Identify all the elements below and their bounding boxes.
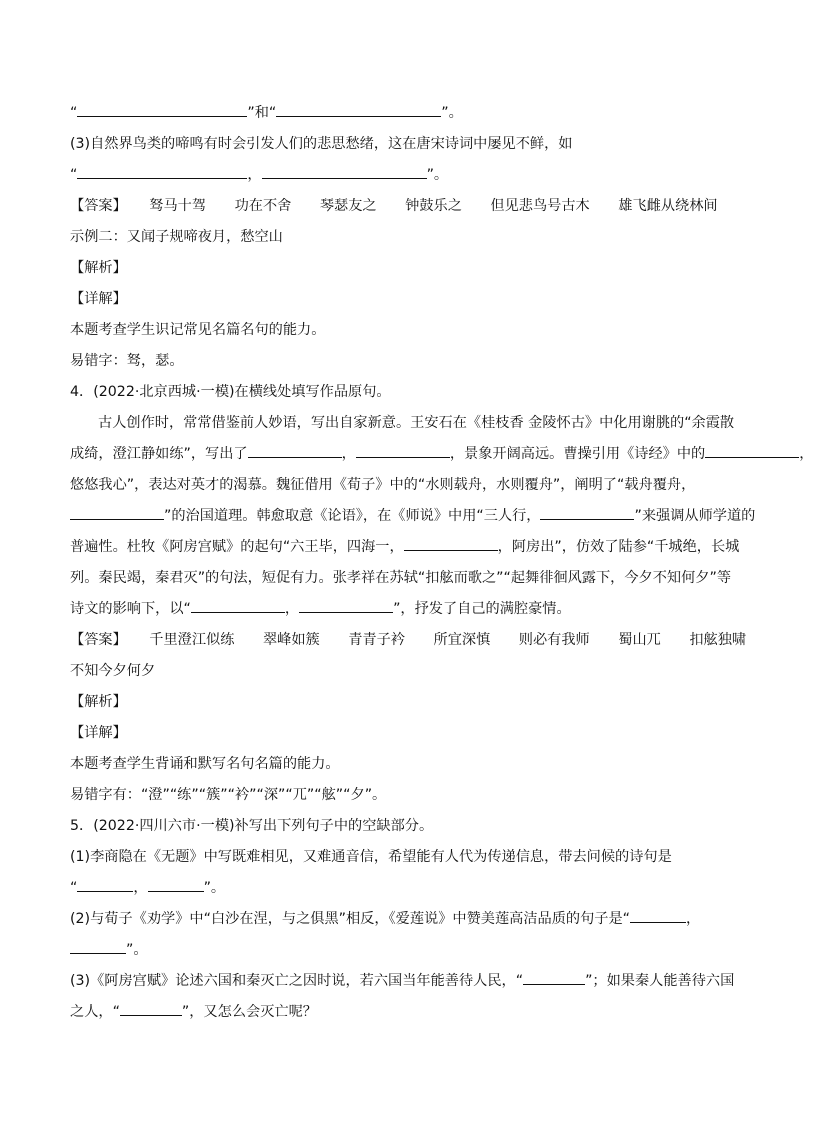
- quote-close: ”。: [441, 105, 463, 121]
- paragraph-line: [70, 439, 813, 470]
- error-chars: 易错字有：“澄”“练”“簇”“衿”“深”“兀”“舷”“夕”。: [70, 787, 387, 803]
- comma: ，: [686, 911, 701, 927]
- answer-label: 【答案】: [70, 198, 127, 214]
- answer-item: 蜀山兀: [618, 632, 661, 648]
- text: ，: [284, 601, 300, 617]
- fill-line: [70, 98, 730, 129]
- answer-row: [70, 625, 747, 656]
- comma: ，: [133, 880, 148, 896]
- text: 成绮，澄江静如练”，写出了: [70, 446, 248, 462]
- blank: [630, 907, 686, 923]
- answer-item: 青青子衿: [348, 632, 405, 648]
- fill-line: [70, 935, 730, 966]
- paragraph-line: [70, 532, 740, 563]
- text: ”来强调从师学道的: [634, 508, 756, 524]
- paragraph-line: 古人创作时，常常借鉴前人妙语，写出自家新意。王安石在《桂枝香 金陵怀古》中化用谢朓的“余霞散: [98, 415, 735, 431]
- blank: [70, 504, 164, 520]
- text: ，阿房出”，仿效了陆参“千城绝，长城: [497, 539, 740, 555]
- blank: [356, 442, 450, 458]
- answer-item: 扣舷独啸: [689, 632, 747, 648]
- fill-line: [70, 160, 730, 191]
- paragraph-line: 悠悠我心”，表达对英才的渴慕。魏征借用《荀子》中的“水则载舟，水则覆舟”，阐明了“载舟覆舟，: [70, 477, 696, 493]
- answer-item: 翠峰如簇: [262, 632, 320, 648]
- text: ”，抒发了自己的满腔豪情。: [393, 601, 571, 617]
- quote-close: ”。: [203, 880, 226, 896]
- detail-label: 【详解】: [70, 725, 127, 741]
- answer-item: 驽马十驾: [149, 198, 207, 214]
- blank: [248, 442, 342, 458]
- blank: [77, 876, 133, 892]
- answer-item: 但见悲鸟号古木: [490, 198, 590, 214]
- sub-question-2: [70, 904, 730, 935]
- document-page: [70, 98, 813, 1028]
- text: ，: [341, 446, 356, 462]
- text: 之人，“: [70, 1004, 120, 1020]
- text: ，景象开阔高远。曹操引用《诗经》中的: [449, 446, 706, 462]
- text: ”；如果秦人能善待六国: [585, 973, 735, 989]
- comma: ，: [247, 167, 262, 183]
- answer-item: 所宜深慎: [433, 632, 491, 648]
- blank: [77, 101, 247, 117]
- quote-close: ”。: [126, 942, 148, 958]
- blank: [523, 969, 585, 985]
- blank: [404, 535, 498, 551]
- quote-open: “: [70, 167, 78, 183]
- sub-question-3-cont: [70, 997, 730, 1028]
- answer-item: 功在不舍: [234, 198, 292, 214]
- paragraph-line: [70, 594, 730, 625]
- paragraph-line: 列。秦民竭，秦君灭”的句法，短促有力。张孝祥在苏轼“扣舷而歌之”“起舞徘徊风露下，今夕不知何夕”等: [70, 570, 732, 586]
- answer-label: 【答案】: [70, 632, 127, 648]
- blank: [191, 597, 285, 613]
- answer-continuation: 不知今夕何夕: [70, 663, 156, 679]
- blank: [148, 876, 204, 892]
- blank: [120, 1000, 182, 1016]
- text: 诗文的影响下，以“: [70, 601, 191, 617]
- quote-open: “: [70, 880, 78, 896]
- answer-item: 琴瑟友之: [319, 198, 377, 214]
- blank: [276, 101, 441, 117]
- text: ，: [799, 446, 813, 462]
- answer-item: 则必有我师: [518, 632, 590, 648]
- text: (3)《阿房宫赋》论述六国和秦灭亡之因时说，若六国当年能善待人民，“: [70, 973, 524, 989]
- fill-line: [70, 873, 730, 904]
- blank: [299, 597, 393, 613]
- error-chars: 易错字：驽，瑟。: [70, 353, 184, 369]
- text: ”，又怎么会灭亡呢？: [181, 1004, 317, 1020]
- quote-mid: ”和“: [247, 105, 277, 121]
- blank: [705, 442, 799, 458]
- question-title: 5．(2022·四川六市·一模)补写出下列句子中的空缺部分。: [70, 818, 434, 834]
- detail-label: 【详解】: [70, 291, 127, 307]
- sub-question-1: (1)李商隐在《无题》中写既难相见，又难通音信，希望能有人代为传递信息，带去问候的诗句是: [70, 849, 672, 865]
- text: 普遍性。杜牧《阿房宫赋》的起句“六王毕，四海一，: [70, 539, 404, 555]
- answer-item: 钟鼓乐之: [405, 198, 462, 214]
- analysis-label: 【解析】: [70, 694, 127, 710]
- blank: [262, 163, 427, 179]
- answer-row: [70, 191, 730, 222]
- sub-question-3: [70, 966, 735, 997]
- answer-item: 千里澄江似练: [149, 632, 235, 648]
- example-answer: 示例二：又闻子规啼夜月，愁空山: [70, 229, 283, 245]
- detail-text: 本题考查学生背诵和默写名句名篇的能力。: [70, 756, 340, 772]
- quote-open: “: [70, 105, 78, 121]
- question-title: 4．(2022·北京西城·一模)在横线处填写作品原句。: [70, 384, 391, 400]
- text: (2)与荀子《劝学》中“白沙在涅，与之俱黑”相反，《爱莲说》中赞美莲高洁品质的句子是“: [70, 911, 630, 927]
- quote-close: ”。: [426, 167, 449, 183]
- blank: [70, 938, 126, 954]
- blank: [77, 163, 247, 179]
- paragraph-line: [70, 501, 756, 532]
- analysis-label: 【解析】: [70, 260, 127, 276]
- detail-text: 本题考查学生识记常见名篇名句的能力。: [70, 322, 326, 338]
- answer-item: 雄飞雌从绕林间: [618, 198, 718, 214]
- sub-question-3: (3)自然界鸟类的啼鸣有时会引发人们的悲思愁绪，这在唐宋诗词中屡见不鲜，如: [70, 136, 573, 152]
- blank: [540, 504, 634, 520]
- text: ”的治国道理。韩愈取意《论语》，在《师说》中用“三人行，: [164, 508, 541, 524]
